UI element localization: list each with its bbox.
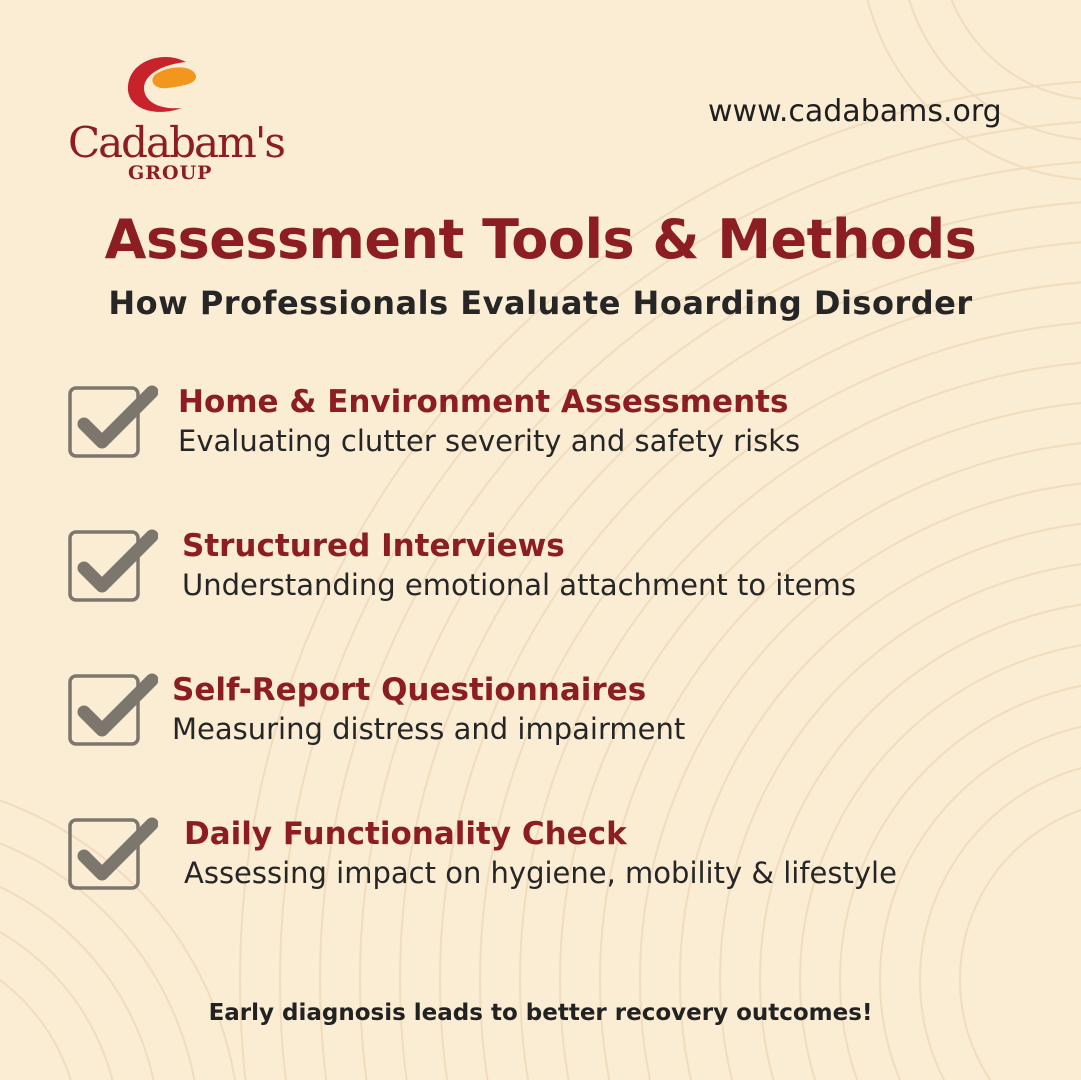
item-description: Measuring distress and impairment xyxy=(172,712,686,746)
item-description: Evaluating clutter severity and safety risks xyxy=(178,424,801,458)
logo-swirl-icon xyxy=(124,52,204,118)
item-heading: Self-Report Questionnaires xyxy=(172,672,647,708)
checkbox-checked-icon xyxy=(68,672,158,752)
item-description: Assessing impact on hygiene, mobility & lifestyle xyxy=(184,856,897,890)
list-item-structured-interviews xyxy=(0,528,1081,618)
checkbox-checked-icon xyxy=(68,816,158,896)
brand-name: Cadabam's xyxy=(68,118,284,167)
website-link[interactable]: www.cadabams.org xyxy=(708,94,1002,129)
item-heading: Structured Interviews xyxy=(182,528,565,564)
checkbox-checked-icon xyxy=(68,384,158,464)
item-description: Understanding emotional attachment to items xyxy=(182,568,856,602)
list-item-self-report xyxy=(0,672,1081,762)
page-subtitle: How Professionals Evaluate Hoarding Disorder xyxy=(108,284,973,322)
brand-group: GROUP xyxy=(128,162,213,184)
checkbox-checked-icon xyxy=(68,528,158,608)
page-title: Assessment Tools & Methods xyxy=(104,208,977,271)
item-heading: Daily Functionality Check xyxy=(184,816,627,852)
footer-tagline: Early diagnosis leads to better recovery outcomes! xyxy=(208,1000,873,1026)
cadabams-logo xyxy=(62,52,282,192)
item-heading: Home & Environment Assessments xyxy=(178,384,789,420)
list-item-home-assessment xyxy=(0,384,1081,474)
list-item-daily-functionality xyxy=(0,816,1081,906)
